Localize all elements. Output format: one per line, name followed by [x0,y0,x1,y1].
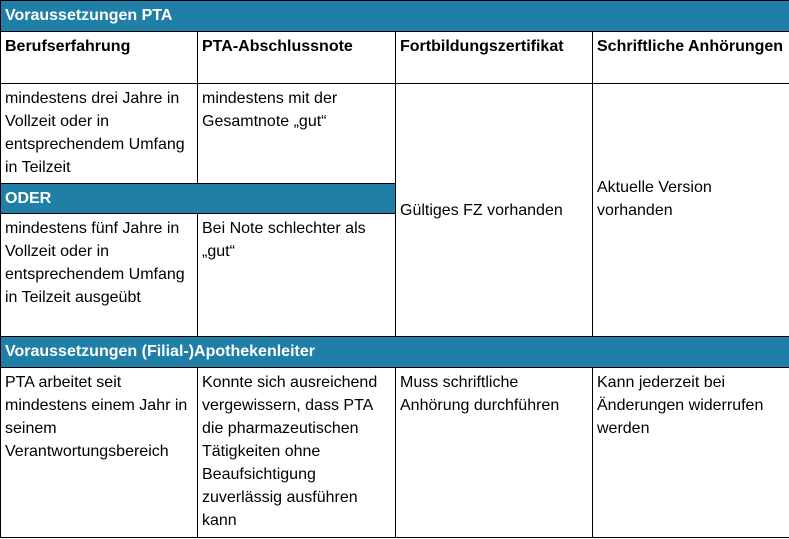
section-title-pta: Voraussetzungen PTA [1,1,789,32]
leiter-experience: PTA arbeitet seit mindestens einem Jahr in seinem Verantwortungsbereich [1,368,198,538]
section-title-leiter: Voraussetzungen (Filial-)Apothekenleiter [1,337,789,368]
section-header-row [1,337,789,368]
oder-label: ODER [1,184,396,214]
experience-option-2: mindestens fünf Jahre in Vollzeit oder in entsprechendem Umfang in Teilzeit ausgeübt [1,214,198,337]
section-header-row [1,1,789,32]
leiter-verification: Konnte sich ausreichend vergewissern, dass PTA die pharmazeutischen Tätigkeiten ohne Beaufsichtigung zuverlässig ausführen kann [198,368,396,538]
table-row [1,368,789,538]
grade-option-1: mindestens mit der Gesamtnote „gut“ [198,84,396,184]
leiter-revocation: Kann jederzeit bei Änderungen widerrufen werden [593,368,789,538]
column-header-row [1,32,789,84]
header-abschlussnote: PTA-Abschlussnote [198,32,396,84]
certificate-cell: Gültiges FZ vorhanden [396,84,593,337]
hearings-cell: Aktuelle Version vorhanden [593,84,789,337]
table-row [1,84,789,184]
header-fortbildungszertifikat: Fortbildungszertifikat [396,32,593,84]
header-berufserfahrung: Berufserfahrung [1,32,198,84]
header-schriftliche-anhoerungen: Schriftliche Anhörungen [593,32,789,84]
experience-option-1: mindestens drei Jahre in Vollzeit oder in entsprechendem Umfang in Teilzeit [1,84,198,184]
grade-option-2: Bei Note schlechter als „gut“ [198,214,396,337]
leiter-hearing: Muss schriftliche Anhörung durchführen [396,368,593,538]
